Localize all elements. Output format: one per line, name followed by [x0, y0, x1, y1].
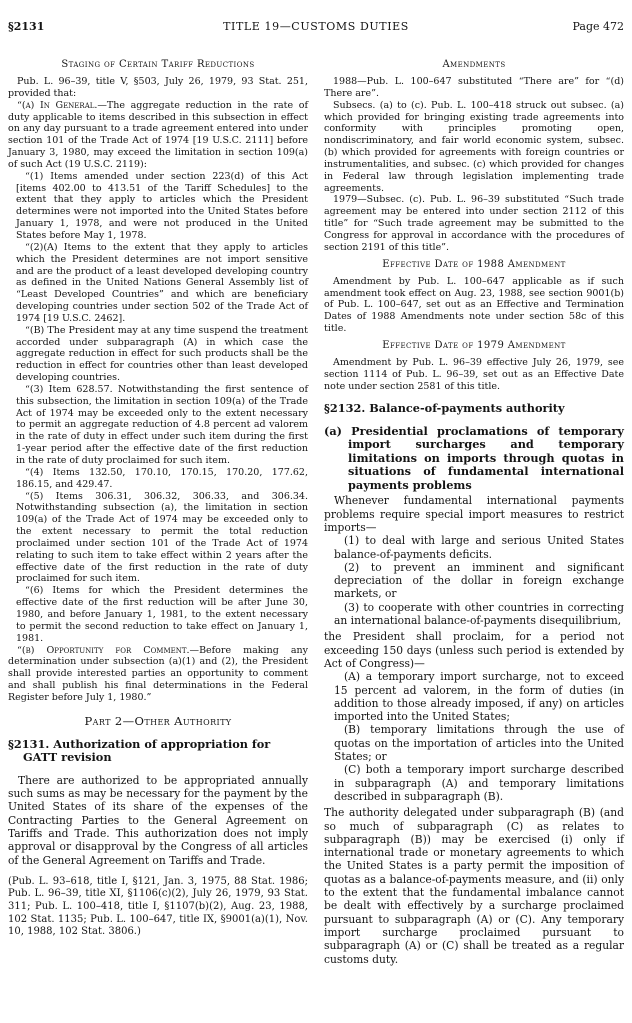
- note-list-item: “(5) Items 306.31, 306.32, 306.33, and 306.34. Notwithstanding subsection (a), the limitation in section 109(a) of the Trade Act of 1974 may be exceeded only to the extent necessary to permit the total reduction proclaimed under section 101 of the Trade Act of 1974 relating to such item to take effect within 2 years after the effective date of the first reduction in the rate of duty proclaimed for such item.: [16, 490, 308, 585]
- statute-list-item: (C) both a temporary import surcharge described in subparagraph (A) and temporary limitations described in subparagraph (B).: [334, 763, 624, 803]
- note-list-item: “(B) The President may at any time suspend the treatment accorded under subparagraph (A) in which case the aggregate reduction in effect for such products shall be the reduction in effect for countries other than least developed developing countries.: [16, 324, 308, 384]
- note-list-item: “(4) Items 132.50, 170.10, 170.15, 170.20, 177.62, 186.15, and 429.47.: [16, 466, 308, 490]
- note-list-item: “(3) Item 628.57. Notwithstanding the first sentence of this subsection, the limitation in section 109(a) of the Trade Act of 1974 may be exceeded only to the extent necessary to permit an aggregate reduction of 4.8 percent ad valorem in the rate of duty in effect under such item during the first 1-year period after the effective date of the first reduction in the rate of duty proclaimed for such item.: [16, 383, 308, 466]
- statute-list-item: (A) a temporary import surcharge, not to exceed 15 percent ad valorem, in the form of duties (in addition to those already imposed, if any) on articles imported into the United States;: [334, 670, 624, 724]
- amendments-text: [324, 76, 624, 254]
- staging-heading: Staging of Certain Tariff Reductions: [61, 59, 255, 70]
- two-column-body: [8, 54, 624, 966]
- note-paragraph: [8, 100, 308, 171]
- left-column: [8, 54, 308, 966]
- note-paragraph: Amendment by Pub. L. 96–39 effective July 26, 1979, see section 1114 of Pub. L. 96–39, set out as an Effective Date note under section 2581 of this title.: [324, 356, 624, 392]
- statute-list-item: (3) to cooperate with other countries in correcting an international balance-of-payments disequilibrium,: [334, 600, 624, 628]
- note-paragraph: Pub. L. 96–39, title V, §503, July 26, 1979, 93 Stat. 251, provided that:: [8, 76, 308, 99]
- statute-paragraph: Whenever fundamental international payments problems require special import measures to restrict imports—: [324, 494, 624, 534]
- effective-date-1979-heading: Effective Date of 1979 Amendment: [382, 339, 566, 351]
- note-paragraph: 1988—Pub. L. 100–647 substituted “There are” for “(d) There are”.: [324, 76, 624, 99]
- effective-date-1988-text: [324, 276, 624, 335]
- effective-date-1979-text: [324, 357, 624, 393]
- note-list-item: “(1) Items amended under section 223(d) of this Act [items 402.00 to 413.51 of the Tariff Schedules] to the extent that they apply to articles which the President determines were not imported into the United States before January 1, 1978, and were not produced in the United States before May 1, 1978.: [16, 170, 308, 241]
- amendments-heading: Amendments: [442, 59, 506, 70]
- subsection-b-text: Before making any determination under subsection (a)(1) and (2), the President shall provide interested parties an opportunity to comment and shall publish his final determinations in the Federal Register before July 1, 1980.”: [8, 644, 308, 703]
- subsection-a-lead: “(a) In General.—: [17, 99, 107, 111]
- part-2-heading: Part 2—Other Authority: [84, 713, 232, 728]
- subsection-a-text: The aggregate reduction in the rate of duty applicable to items described in this subsection in effect on any day pursuant to a trade agreement entered into under section 101 of the Trade Act of 1974 [19 U.S.C. 2111] before January 3, 1980, may exceed the limitation in section 109(a) of such Act (19 U.S.C. 2119):: [8, 99, 309, 170]
- section-2131-credit: [8, 876, 308, 939]
- section-2132-body: [324, 494, 624, 965]
- staging-note-text: [8, 76, 308, 704]
- note-paragraph: Subsecs. (a) to (c). Pub. L. 100–418 struck out subsec. (a) which provided for bringing existing trade agreements into conformity with principles promoting open, nondiscriminatory, and fair world economic system, subsec. (b) which provided for agreements with foreign countries or instrumentalities, and subsec. (c) which provided for changes in Federal law through legislation implementing trade agreements.: [324, 99, 624, 194]
- note-paragraph: Amendment by Pub. L. 100–647 applicable as if such amendment took effect on Aug. 23, 1988, see section 9001(b) of Pub. L. 100–647, set out as an Effective and Termination Dates of 1988 Amendments note under section 58c of this title.: [324, 275, 624, 335]
- statute-paragraph: The authority delegated under subparagraph (B) (and so much of subparagraph (C) as relates to subparagraph (B)) may be exercised (i) only if international trade or monetary agreements to which the United States is a party permit the imposition of quotas as a balance-of-payments measure, and (ii) only to the extent that the fundamental imbalance cannot be dealt with effectively by a surcharge proclaimed pursuant to subparagraph (A) or (C). Any temporary import surcharge proclaimed pursuant to subparagraph (A) or (C) shall be treated as a regular customs duty.: [324, 806, 624, 966]
- running-header: [8, 20, 624, 33]
- header-section-number: §2131: [8, 20, 45, 33]
- section-2131-body: [8, 774, 308, 867]
- note-list-item: “(2)(A) Items to the extent that they apply to articles which the President determines are not import sensitive and are the product of a least developed developing country as defined in the United Nations General Assembly list of “Least Developed Countries” and which are beneficiary developing countries under section 502 of the Trade Act of 1974 [19 U.S.C. 2462].: [16, 241, 308, 324]
- subsection-b-lead: “(b) Opportunity for Comment.—: [17, 644, 200, 656]
- credit-paragraph: (Pub. L. 93–618, title I, §121, Jan. 3, 1975, 88 Stat. 1986; Pub. L. 96–39, title XI, §1106(c)(2), July 26, 1979, 93 Stat. 311; Pub. L. 100–418, title I, §1107(b)(2), Aug. 23, 1988, 102 Stat. 1135; Pub. L. 100–647, title IX, §9001(a)(1), Nov. 10, 1988, 102 Stat. 3806.): [8, 875, 308, 938]
- statute-paragraph: the President shall proclaim, for a period not exceeding 150 days (unless such period is extended by Act of Congress)—: [324, 630, 624, 670]
- header-page-number: Page 472: [572, 20, 624, 33]
- statute-list-item: (2) to prevent an imminent and significant depreciation of the dollar in foreign exchange markets, or: [334, 560, 624, 601]
- statute-list-item: (1) to deal with large and serious United States balance-of-payments deficits.: [334, 534, 624, 561]
- note-paragraph: 1979—Subsec. (c). Pub. L. 96–39 substituted “Such trade agreement may be entered into under section 2112 of this title” for “Such trade agreement may be submitted to the Congress for approval in accordance with the procedures of section 2191 of this title”.: [324, 194, 624, 253]
- statute-list-item: (B) temporary limitations through the use of quotas on the importation of articles into the United States; or: [334, 723, 624, 764]
- effective-date-1988-heading: Effective Date of 1988 Amendment: [382, 258, 566, 270]
- section-2132-a-heading: (a) Presidential proclamations of temporary import surcharges and temporary limitations on imports through quotas in situations of fundamental international payments problems: [324, 423, 624, 492]
- section-2132-heading: §2132. Balance-of-payments authority: [324, 401, 565, 416]
- header-title: TITLE 19—CUSTOMS DUTIES: [223, 20, 409, 33]
- right-column: [324, 54, 624, 966]
- section-2131-heading: §2131. Authorization of appropriation for GATT revision: [8, 736, 271, 765]
- statute-paragraph: There are authorized to be appropriated annually such sums as may be necessary for the payment by the United States of its share of the expenses of the Contracting Parties to the General Agreement on Tariffs and Trade. This authorization does not imply approval or disapproval by the Congress of all articles of the General Agreement on Tariffs and Trade.: [8, 773, 308, 867]
- note-paragraph: [8, 645, 308, 704]
- note-list-item: “(6) Items for which the President determines the effective date of the first reduction will be after June 30, 1980, and before January 1, 1981, to the extent necessary to permit the second reduction to take effect on January 1, 1981.: [16, 585, 308, 644]
